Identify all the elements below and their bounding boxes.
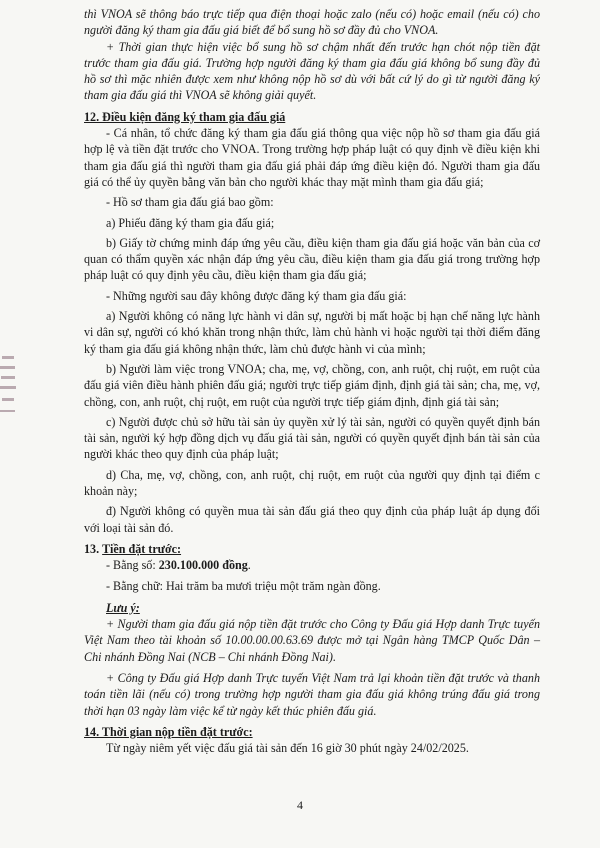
intro-paragraph-2: + Thời gian thực hiện việc bổ sung hồ sơ chậm nhất đến trước hạn chót nộp tiền đặt trước tham gia đấu giá. Trường hợp người đăng ký tham gia đấu giá không bổ sung đầy đủ hồ sơ thì mặc nhiên được xem như không nộp hồ sơ dù với bất cứ lý do gì từ người đăng ký tham gia đấu giá thì VNOA sẽ không giải quyết.: [84, 39, 540, 103]
section-13-heading: 13. Tiền đặt trước:: [84, 541, 182, 556]
deposit-amount-words: - Bằng chữ: Hai trăm ba mươi triệu một trăm ngàn đồng.: [106, 578, 381, 593]
intro-paragraph-1: thì VNOA sẽ thông báo trực tiếp qua điện thoại hoặc zalo (nếu có) hoặc email (nếu có) cho người đăng ký tham gia đấu giá biết để bổ sung hồ sơ đầy đủ cho VNOA.: [84, 7, 540, 38]
note-paragraph-2: + Công ty Đấu giá Hợp danh Trực tuyến Việt Nam trả lại khoản tiền đặt trước và thanh toán tiền lãi (nếu có) trong trường hợp người tham gia đấu giá không trúng đấu giá trong thời hạn 03 ngày làm việc kể từ ngày kết thúc phiên đấu giá.: [84, 670, 540, 718]
section-12-paragraph: b) Giấy tờ chứng minh đáp ứng yêu cầu, điều kiện tham gia đấu giá hoặc văn bản của cơ quan có thẩm quyền xác nhận đáp ứng yêu cầu, điều kiện tham gia đấu giá trong trường hợp pháp luật có quy định yêu cầu, điều kiện tham gia đấu giá;: [84, 235, 540, 283]
section-12-paragraph: c) Người được chủ sở hữu tài sản ủy quyền xử lý tài sản, người có quyền quyết định bán tài sản, người ký hợp đồng dịch vụ đấu giá tài sản, người có quyền quyết định bán tài sản của người khác theo quy định của pháp luật;: [84, 414, 540, 462]
section-12-heading: 12. Điều kiện đăng ký tham gia đấu giá: [84, 109, 286, 124]
document-body: [84, 6, 540, 756]
note-title: Lưu ý:: [106, 600, 140, 615]
section-12-paragraph: - Cá nhân, tổ chức đăng ký tham gia đấu giá thông qua việc nộp hồ sơ tham gia đấu giá hợp lệ và tiền đặt trước cho VNOA. Trong trường hợp pháp luật có quy định về điều kiện khi tham gia đấu giá thì người tham gia đấu giá phải đáp ứng điều kiện đó. Người tham gia đấu giá có thể ủy quyền bằng văn bản cho người khác thay mặt mình tham gia đấu giá;: [84, 126, 540, 189]
page-number: 4: [297, 798, 303, 812]
section-12-paragraph: - Những người sau đây không được đăng ký tham gia đấu giá:: [106, 288, 407, 303]
section-12-paragraph: d) Cha, mẹ, vợ, chồng, con, anh ruột, chị ruột, em ruột của người quy định tại điểm c khoản này;: [84, 467, 540, 499]
section-12-paragraph: đ) Người không có quyền mua tài sản đấu giá theo quy định của pháp luật áp dụng đối với loại tài sản đó.: [84, 504, 540, 535]
section-12-paragraph: - Hồ sơ tham gia đấu giá bao gồm:: [106, 195, 274, 210]
section-12-paragraph: b) Người làm việc trong VNOA; cha, mẹ, vợ, chồng, con, anh ruột, chị ruột, em ruột của đấu giá viên điều hành phiên đấu giá; người trực tiếp giám định, định giá tài sản; cha, mẹ, vợ, chồng, con, anh ruột, chị ruột, em ruột của người trực tiếp giám định, định giá tài sản;: [84, 361, 540, 409]
section-14-heading: 14. Thời gian nộp tiền đặt trước:: [84, 724, 253, 739]
section-12-paragraph: a) Người không có năng lực hành vi dân sự, người bị mất hoặc bị hạn chế năng lực hành vi dân sự, người có khó khăn trong nhận thức, làm chủ hành vi hoặc người tại thời điểm đăng ký tham gia đấu giá không nhận thức, làm chủ được hành vi của mình;: [84, 309, 540, 356]
note-paragraph-1: + Người tham gia đấu giá nộp tiền đặt trước cho Công ty Đấu giá Hợp danh Trực tuyến Việt Nam theo tài khoản số 10.00.00.00.63.69 được mở tại Ngân hàng TMCP Quốc Dân – Chi nhánh Đồng Nai (NCB – Chi nhánh Đồng Nai).: [84, 617, 540, 664]
section-12-paragraph: a) Phiếu đăng ký tham gia đấu giá;: [106, 215, 275, 230]
stamp-fragment: [0, 352, 18, 442]
section-14-text: Từ ngày niêm yết việc đấu giá tài sản đến 16 giờ 30 phút ngày 24/02/2025.: [106, 741, 469, 756]
deposit-amount: - Bằng số: 230.100.000 đồng.: [106, 558, 251, 573]
